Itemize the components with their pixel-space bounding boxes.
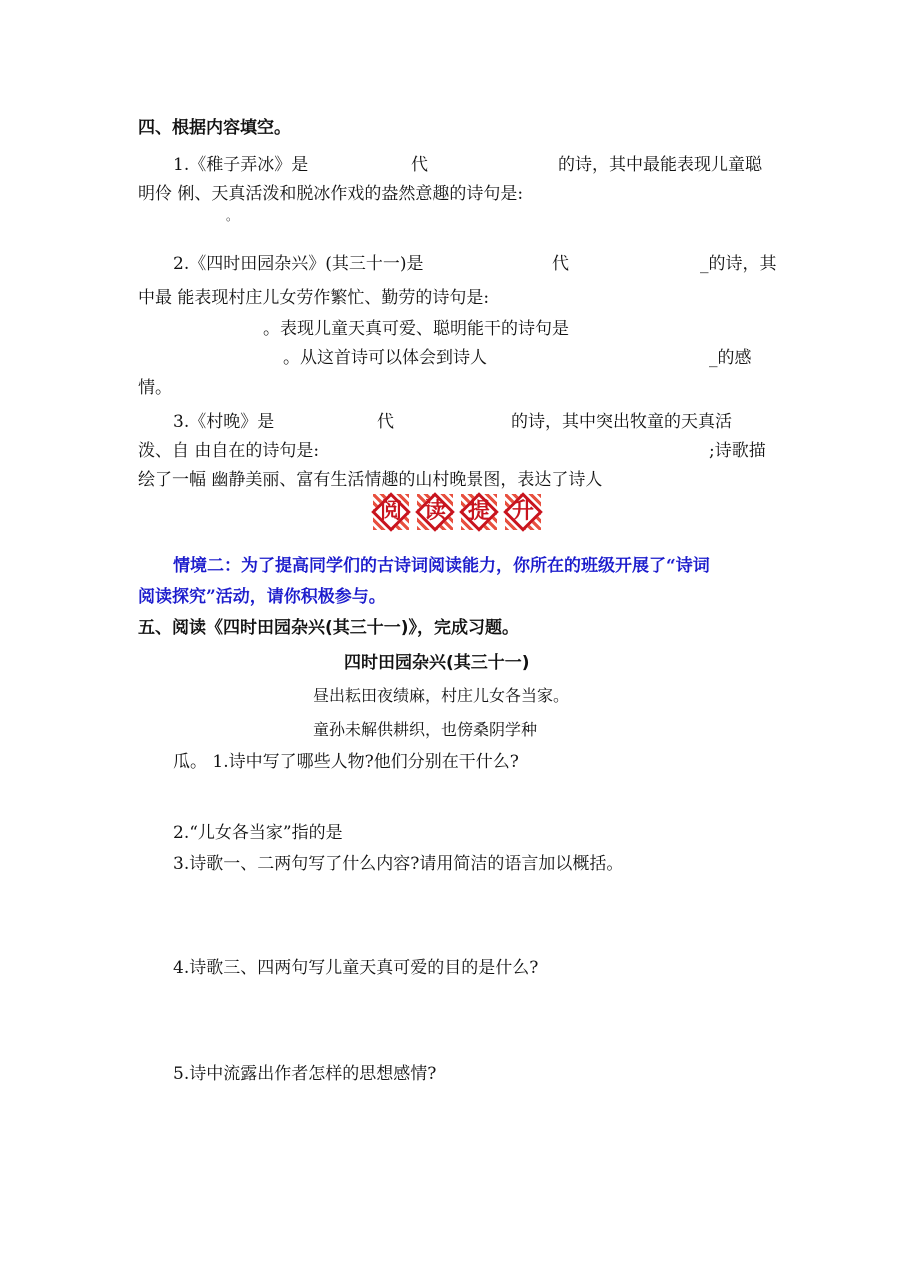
q2-part-b: 代 — [552, 254, 569, 274]
question-5: 5.诗中流露出作者怎样的思想感情? — [173, 1064, 437, 1084]
poem-line-2: 童孙未解供耕织，也傍桑阴学种 — [313, 720, 538, 739]
banner-char: 读 — [423, 499, 446, 524]
q1-part-e: 。 — [226, 209, 239, 223]
q2-part-f: 。从这首诗可以体会到诗人 — [283, 348, 487, 368]
question-2: 2.“儿女各当家”指的是 — [173, 823, 343, 843]
poem-line-1: 昼出耘田夜绩麻，村庄儿女各当家。 — [313, 686, 570, 705]
q3-part-f: 绘了一幅 幽静美丽、富有生活情趣的山村晚景图，表达了诗人 — [138, 470, 603, 490]
q3-part-c: 的诗，其中突出牧童的天真活 — [511, 412, 732, 432]
banner-tile — [503, 492, 543, 532]
q1-part-a: 1.《稚子弄冰》是 — [173, 155, 309, 175]
q2-part-a: 2.《四时田园杂兴》(其三十一)是 — [173, 254, 424, 274]
banner-tile — [371, 492, 411, 532]
banner-tile — [415, 492, 455, 532]
q1-part-c: 的诗，其中最能表现儿童聪 — [558, 155, 762, 175]
question-4: 4.诗歌三、四两句写儿童天真可爱的目的是什么? — [173, 958, 539, 978]
q2-part-d: 中最 能表现村庄儿女劳作繁忙、勤劳的诗句是: — [138, 288, 490, 308]
poem-line-3-question-1: 瓜。 1.诗中写了哪些人物?他们分别在干什么? — [173, 752, 519, 772]
q2-part-g: _的感 — [709, 348, 752, 368]
q3-part-e: ;诗歌描 — [709, 441, 766, 461]
question-3: 3.诗歌一、二两句写了什么内容?请用简洁的语言加以概括。 — [173, 854, 624, 874]
q1-part-b: 代 — [411, 155, 428, 175]
q3-part-a: 3.《村晚》是 — [173, 412, 275, 432]
banner-char: 阅 — [379, 499, 402, 524]
section5-heading: 五、阅读《四时田园杂兴(其三十一)》，完成习题。 — [138, 618, 520, 638]
reading-improvement-banner — [371, 492, 543, 532]
q2-part-e: 。表现儿童天真可爱、聪明能干的诗句是 — [263, 319, 569, 339]
banner-char: 升 — [511, 499, 534, 524]
scenario-line-1: 情境二：为了提高同学们的古诗词阅读能力，你所在的班级开展了“诗词 — [173, 556, 710, 576]
q1-part-d: 明伶 俐、天真活泼和脱冰作戏的盎然意趣的诗句是: — [138, 184, 524, 204]
section4-heading: 四、根据内容填空。 — [138, 118, 291, 138]
q3-part-b: 代 — [377, 412, 394, 432]
banner-char: 提 — [467, 499, 490, 524]
q2-part-c: _的诗，其 — [700, 254, 777, 274]
q3-part-d: 泼、自 由自在的诗句是: — [138, 441, 320, 461]
poem-title: 四时田园杂兴(其三十一) — [344, 653, 530, 673]
q2-part-h: 情。 — [138, 378, 172, 398]
banner-tile — [459, 492, 499, 532]
scenario-line-2: 阅读探究”活动，请你积极参与。 — [138, 587, 386, 607]
